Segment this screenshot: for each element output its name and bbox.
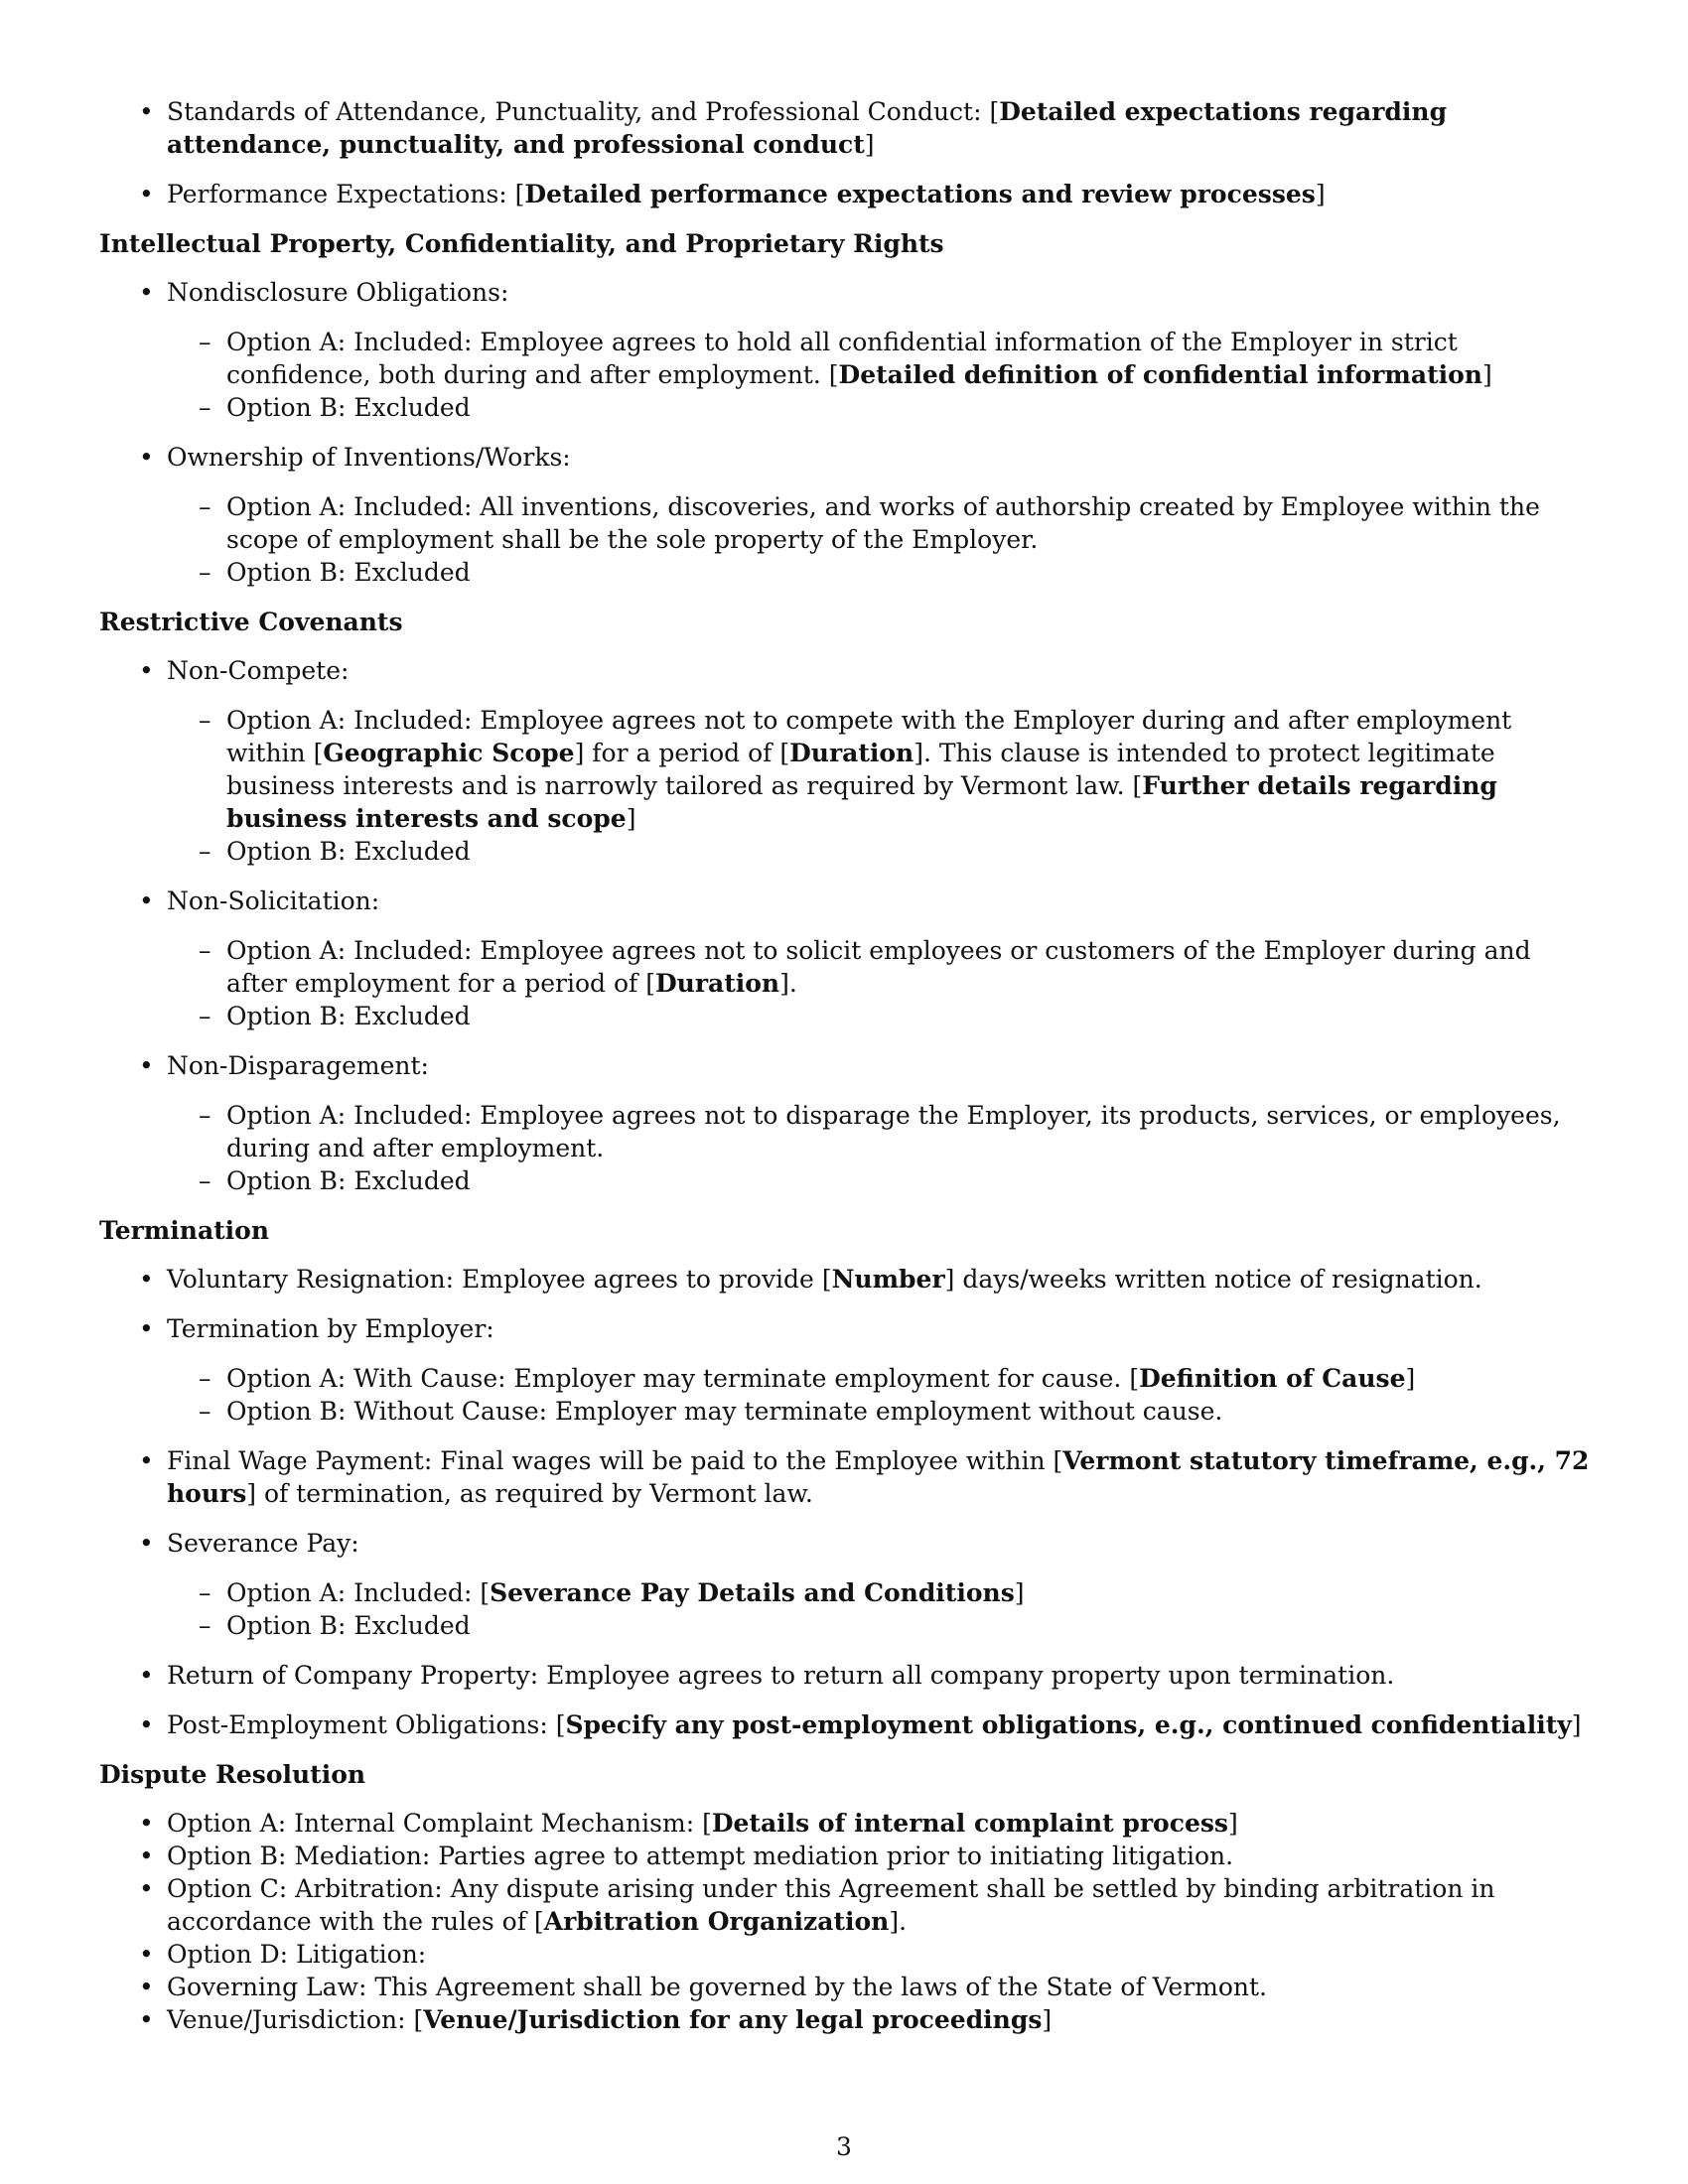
sub-list [167, 1099, 1591, 1197]
sub-item: – Option B: Excluded [99, 391, 1591, 424]
list-item: • Non-Disparagement: – Option A: Included: Employee agrees not to disparage the Employer, its products, services, or employees, during and after employment. – Option B: Excluded [99, 1049, 1591, 1197]
sub-item: – Option B: Excluded [99, 556, 1591, 589]
sub-item: – Option B: Excluded [99, 1000, 1591, 1032]
sub-item: – Option A: Included: Employee agrees not to compete with the Employer during and after employment within [Geographic Scope] for a period of [Duration]. This clause is intended to protect legitimate business interests and is narrowly tailored as required by Vermont law. [Further details regarding business interests and scope] [99, 704, 1591, 835]
top-list [99, 95, 1591, 210]
list-item: • Post-Employment Obligations: [Specify any post-employment obligations, e.g., continued confidentiality] [99, 1708, 1591, 1741]
list-item: • Non-Solicitation: – Option A: Included: Employee agrees not to solicit employees or customers of the Employer during and after employment for a period of [Duration]. – Option B: Excluded [99, 885, 1591, 1032]
list-item: • Standards of Attendance, Punctuality, and Professional Conduct: [Detailed expectations regarding attendance, punctuality, and professional conduct] [99, 95, 1591, 161]
sub-list [167, 1576, 1591, 1642]
sub-item: – Option A: With Cause: Employer may terminate employment for cause. [Definition of Cause] [99, 1362, 1591, 1395]
section-heading-restrictive: Restrictive Covenants [99, 608, 403, 636]
list-item: • Severance Pay: – Option A: Included: [Severance Pay Details and Conditions] – Option B: Excluded [99, 1527, 1591, 1642]
list-item: • Ownership of Inventions/Works: – Option A: Included: All inventions, discoveries, and works of authorship created by Employee within the scope of employment shall be the sole property of the Employer. – Option B: Excluded [99, 441, 1591, 589]
list-item: • Option C: Arbitration: Any dispute arising under this Agreement shall be settled by binding arbitration in accordance with the rules of [Arbitration Organization]. [99, 1872, 1591, 1938]
sub-list [167, 1362, 1591, 1428]
list-item: • Final Wage Payment: Final wages will be paid to the Employee within [Vermont statutory timeframe, e.g., 72 hours] of termination, as required by Vermont law. [99, 1444, 1591, 1510]
sub-list [167, 490, 1591, 589]
sub-item: – Option B: Excluded [99, 1164, 1591, 1197]
list-item: • Termination by Employer: – Option A: With Cause: Employer may terminate employment for cause. [Definition of Cause] – Option B: Without Cause: Employer may terminate employment without cause. [99, 1312, 1591, 1428]
sub-item: – Option A: Included: Employee agrees not to solicit employees or customers of the Employer during and after employment for a period of [Duration]. [99, 934, 1591, 1000]
sub-item: – Option A: Included: All inventions, discoveries, and works of authorship created by Employee within the scope of employment shall be the sole property of the Employer. [99, 490, 1591, 556]
sub-item: – Option B: Excluded [99, 835, 1591, 868]
page-number: 3 [836, 2132, 852, 2161]
section-heading-ip: Intellectual Property, Confidentiality, and Proprietary Rights [99, 229, 944, 258]
termination-list [99, 1263, 1591, 1741]
list-item: • Nondisclosure Obligations: – Option A: Included: Employee agrees to hold all confidential information of the Employer in strict confidence, both during and after employment. [Detailed definition of confidential information] – Option B: Excluded [99, 276, 1591, 424]
dispute-list [99, 1807, 1591, 2036]
list-item: • Venue/Jurisdiction: [Venue/Jurisdiction for any legal proceedings] [99, 2003, 1591, 2036]
list-item: • Performance Expectations: [Detailed performance expectations and review processes] [99, 178, 1591, 210]
list-item: • Option B: Mediation: Parties agree to attempt mediation prior to initiating litigation. [99, 1840, 1591, 1872]
list-item: • Return of Company Property: Employee agrees to return all company property upon termination. [99, 1659, 1591, 1692]
document-page [99, 95, 1591, 2036]
section-heading-dispute: Dispute Resolution [99, 1760, 366, 1789]
sub-list [167, 326, 1591, 424]
sub-item: – Option A: Included: Employee agrees to hold all confidential information of the Employer in strict confidence, both during and after employment. [Detailed definition of confidential information] [99, 326, 1591, 391]
list-item: • Non-Compete: – Option A: Included: Employee agrees not to compete with the Employer during and after employment within [Geographic Scope] for a period of [Duration]. This clause is intended to protect legitimate business interests and is narrowly tailored as required by Vermont law. [Further details regarding business interests and scope] – Option B: Excluded [99, 654, 1591, 868]
list-item: • Option D: Litigation: [99, 1938, 1591, 1971]
sub-item: – Option B: Without Cause: Employer may terminate employment without cause. [99, 1395, 1591, 1428]
list-item: • Voluntary Resignation: Employee agrees to provide [Number] days/weeks written notice of resignation. [99, 1263, 1591, 1296]
sub-item: – Option A: Included: [Severance Pay Details and Conditions] [99, 1576, 1591, 1609]
sub-item: – Option B: Excluded [99, 1609, 1591, 1642]
rc-list [99, 654, 1591, 1197]
list-item: • Option A: Internal Complaint Mechanism: [Details of internal complaint process] [99, 1807, 1591, 1840]
section-heading-termination: Termination [99, 1216, 270, 1245]
list-item: • Governing Law: This Agreement shall be governed by the laws of the State of Vermont. [99, 1971, 1591, 2003]
sub-list [167, 704, 1591, 868]
ip-list [99, 276, 1591, 589]
sub-list [167, 934, 1591, 1032]
sub-item: – Option A: Included: Employee agrees not to disparage the Employer, its products, services, or employees, during and after employment. [99, 1099, 1591, 1164]
